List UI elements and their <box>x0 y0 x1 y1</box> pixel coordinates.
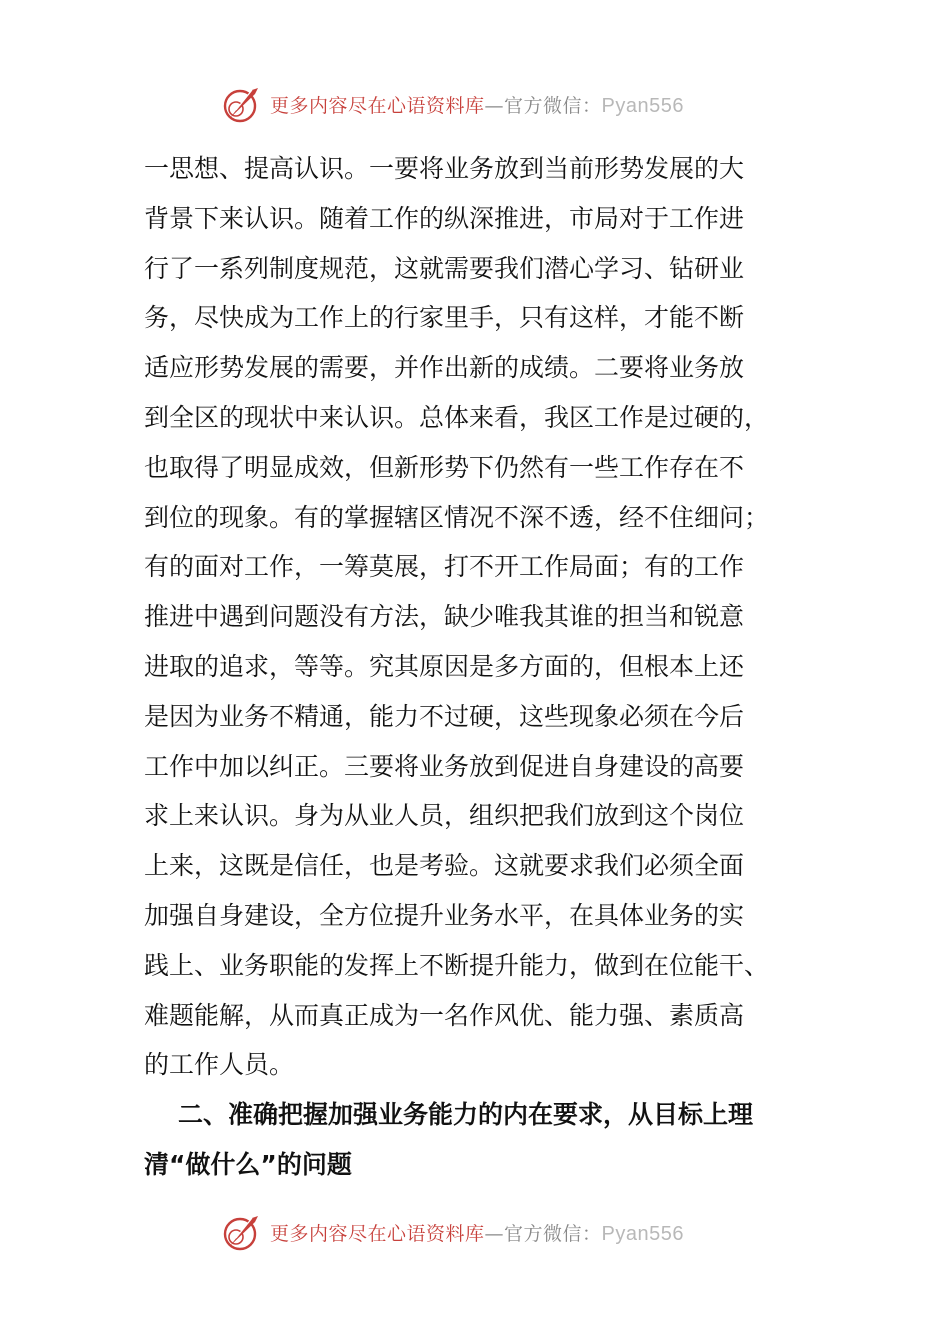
text-line: 是因为业务不精通，能力不过硬，这些现象必须在今后 <box>144 701 745 731</box>
text-line: 务，尽快成为工作上的行家里手，只有这样，才能不断 <box>144 303 745 333</box>
text-line: 适应形势发展的需要，并作出新的成绩。二要将业务放 <box>144 353 745 383</box>
text-line: 进取的追求，等等。究其原因是多方面的，但根本上还 <box>144 651 745 681</box>
text-line: 有的面对工作，一筹莫展，打不开工作局面；有的工作 <box>144 552 745 582</box>
text-line: 难题能解，从而真正成为一名作风优、能力强、素质高 <box>144 1000 745 1030</box>
banner-text <box>270 1219 684 1246</box>
wechat-label: 官方微信： <box>504 1222 602 1245</box>
footer-banner <box>222 1210 742 1254</box>
feather-pen-logo-icon <box>222 84 262 124</box>
text-line: 一思想、提高认识。一要将业务放到当前形势发展的大 <box>144 154 745 183</box>
wechat-handle: Pyan556 <box>601 1222 684 1245</box>
text-line: 上来，这既是信任，也是考验。这就要求我们必须全面 <box>144 851 745 881</box>
text-line: 求上来认识。身为从业人员，组织把我们放到这个岗位 <box>144 801 745 831</box>
section-heading-line-2: 清“做什么”的问题 <box>144 1149 352 1179</box>
wechat-handle: Pyan556 <box>601 94 684 117</box>
banner-dash: — <box>484 1222 505 1245</box>
header-banner <box>222 82 742 126</box>
document-body <box>144 144 824 1190</box>
banner-text <box>270 91 684 118</box>
site-name: 更多内容尽在心语资料库 <box>270 94 485 117</box>
site-name: 更多内容尽在心语资料库 <box>270 1222 485 1245</box>
text-line: 到位的现象。有的掌握辖区情况不深不透，经不住细问； <box>144 502 770 532</box>
banner-dash: — <box>484 94 505 117</box>
text-line: 的工作人员。 <box>144 1050 295 1080</box>
text-line: 工作中加以纠正。三要将业务放到促进自身建设的高要 <box>144 751 745 781</box>
text-line: 到全区的现状中来认识。总体来看，我区工作是过硬的， <box>144 402 770 432</box>
text-line: 推进中遇到问题没有方法，缺少唯我其谁的担当和锐意 <box>144 602 745 632</box>
wechat-label: 官方微信： <box>504 94 602 117</box>
section-heading-line-1: 二、准确把握加强业务能力的内在要求，从目标上理 <box>178 1100 754 1130</box>
text-line: 也取得了明显成效，但新形势下仍然有一些工作存在不 <box>144 452 745 482</box>
text-line: 加强自身建设，全方位提升业务水平，在具体业务的实 <box>144 900 745 930</box>
text-line: 背景下来认识。随着工作的纵深推进，市局对于工作进 <box>144 203 745 233</box>
feather-pen-logo-icon <box>222 1212 262 1252</box>
text-line: 行了一系列制度规范，这就需要我们潜心学习、钻研业 <box>144 253 745 283</box>
text-line: 践上、业务职能的发挥上不断提升能力，做到在位能干、 <box>144 950 770 980</box>
